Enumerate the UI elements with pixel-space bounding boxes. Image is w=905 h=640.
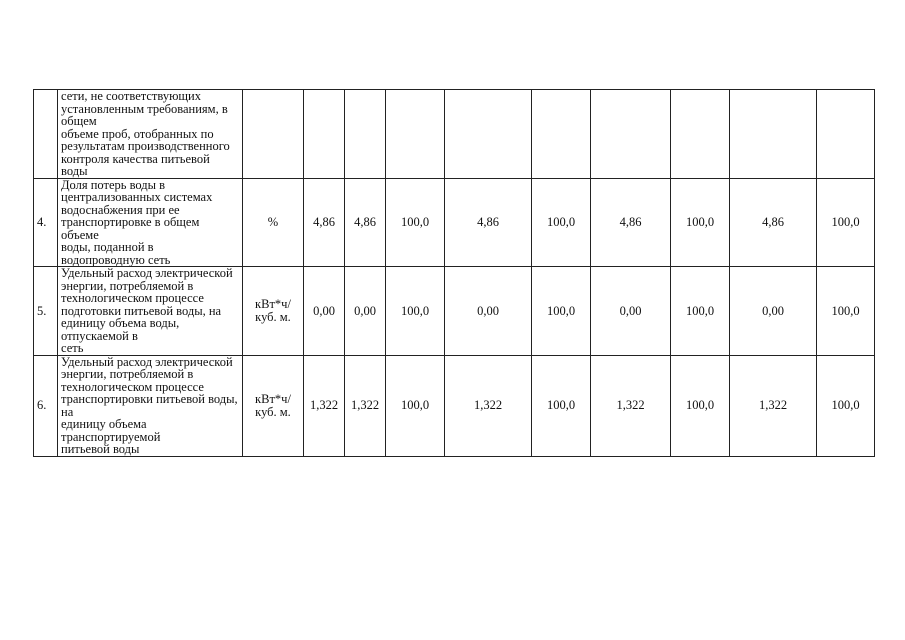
value-cell: 4,86 [445,178,532,267]
value-cell [817,90,875,179]
description-line: контроля качества питьевой воды [61,151,210,178]
description-line: установленным требованиям, в общем [61,101,228,128]
table-row [34,90,875,179]
description-line: единицу объема транспортируемой [61,417,161,444]
value-cell: 0,00 [591,267,671,356]
value-cell: 4,86 [345,178,386,267]
value-cell: 1,322 [304,355,345,456]
description-line: транспортировке в общем объеме [61,215,200,242]
indicators-table [33,89,875,457]
value-cell: 100,0 [817,267,875,356]
value-cell: 100,0 [532,178,591,267]
description-line: энергии, потребляемой в [61,367,194,381]
value-cell: 100,0 [532,267,591,356]
value-cell [345,90,386,179]
table-row [34,178,875,267]
indicator-description [58,267,243,356]
value-cell [671,90,730,179]
row-number: 4. [34,178,58,267]
value-cell: 100,0 [817,355,875,456]
description-line: централизованных системах [61,190,213,204]
value-cell: 100,0 [386,178,445,267]
value-cell: 4,86 [591,178,671,267]
table-row [34,355,875,456]
value-cell [591,90,671,179]
description-line: сеть [61,341,84,355]
unit-line: кВт*ч/ [255,297,291,312]
indicator-description [58,90,243,179]
value-cell: 100,0 [817,178,875,267]
unit-cell [243,355,304,456]
value-cell [730,90,817,179]
row-number: 5. [34,267,58,356]
description-line: транспортировки питьевой воды, на [61,392,238,419]
description-line: технологическом процессе [61,291,204,305]
description-line: сети, не соответствующих [61,89,201,103]
value-cell: 4,86 [730,178,817,267]
description-line: водоснабжения при ее [61,202,180,217]
indicator-description [58,178,243,267]
description-line: подготовки питьевой воды, на [61,303,222,318]
value-cell: 100,0 [532,355,591,456]
description-line: воды, поданной в водопроводную сеть [61,240,171,267]
value-cell: 1,322 [445,355,532,456]
unit-cell [243,90,304,179]
unit-line: % [267,215,279,229]
table-row [34,267,875,356]
unit-line: куб. м. [255,309,291,324]
value-cell [386,90,445,179]
value-cell [304,90,345,179]
description-line: Доля потерь воды в [61,178,166,192]
value-cell: 0,00 [304,267,345,356]
value-cell: 100,0 [386,355,445,456]
unit-cell [243,267,304,356]
row-number: 6. [34,355,58,456]
description-line: технологическом процессе [61,379,204,394]
value-cell: 0,00 [345,267,386,356]
unit-line: куб. м. [255,404,291,419]
value-cell: 100,0 [671,178,730,267]
value-cell [445,90,532,179]
value-cell: 100,0 [386,267,445,356]
value-cell [532,90,591,179]
value-cell: 100,0 [671,355,730,456]
description-line: единицу объема воды, отпускаемой в [61,316,180,343]
value-cell: 100,0 [671,267,730,356]
value-cell: 1,322 [730,355,817,456]
value-cell: 0,00 [445,267,532,356]
value-cell: 0,00 [730,267,817,356]
description-line: Удельный расход электрической [61,266,233,280]
value-cell: 1,322 [345,355,386,456]
value-cell: 1,322 [591,355,671,456]
indicator-description [58,355,243,456]
row-number [34,90,58,179]
description-line: энергии, потребляемой в [61,278,194,293]
unit-line: кВт*ч/ [255,392,291,406]
description-line: Удельный расход электрической [61,355,233,369]
value-cell: 4,86 [304,178,345,267]
description-line: объеме проб, отобранных по [61,126,214,141]
description-line: результатам производственного [61,139,230,153]
unit-cell [243,178,304,267]
description-line: питьевой воды [61,442,140,456]
